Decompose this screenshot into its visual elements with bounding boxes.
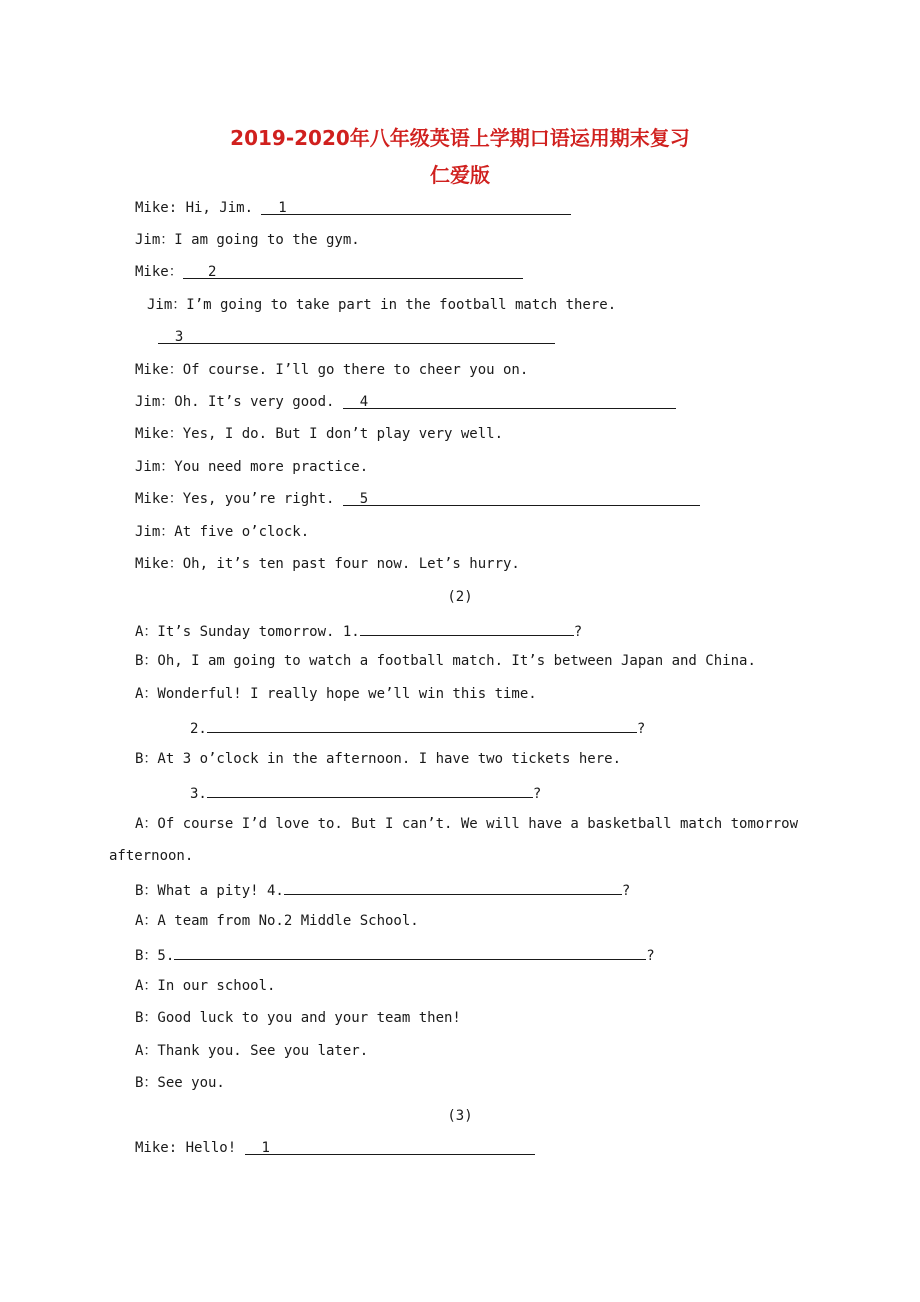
- dialogue-line: A：It’s Sunday tomorrow. 1. ?: [135, 619, 582, 642]
- dialogue-line: Mike：Of course. I’ll go there to cheer you on.: [135, 362, 529, 378]
- answer-blank: 4: [343, 392, 676, 409]
- dialogue-line: A：A team from No.2 Middle School.: [135, 913, 419, 929]
- dialogue-line: Jim：I’m going to take part in the football match there.: [147, 297, 617, 313]
- document-title-line2: 仁爱版: [430, 163, 490, 187]
- dialogue-line: A：In our school.: [135, 978, 276, 994]
- dialogue-line: B：What a pity! 4. ?: [135, 878, 630, 901]
- dialogue-line: A：Of course I’d love to. But I can’t. We will have a basketball match tomorrow: [135, 816, 799, 832]
- answer-blank: [207, 781, 533, 798]
- answer-blank: 1: [245, 1138, 535, 1155]
- dialogue-line: B：At 3 o’clock in the afternoon. I have two tickets here.: [135, 751, 622, 767]
- dialogue-line: B：5. ?: [135, 943, 655, 966]
- dialogue-line: A：Thank you. See you later.: [135, 1043, 369, 1059]
- dialogue-line: A：Wonderful! I really hope we’ll win this time.: [135, 686, 537, 702]
- dialogue-line: Mike：Yes, you’re right. 5: [135, 489, 700, 509]
- answer-blank: [360, 619, 574, 636]
- dialogue-line: B：See you.: [135, 1075, 225, 1091]
- dialogue-line: B：Good luck to you and your team then!: [135, 1010, 461, 1026]
- dialogue-line: Mike： 2: [135, 262, 523, 282]
- document-title-line1: 2019-2020年八年级英语上学期口语运用期末复习: [230, 126, 690, 150]
- dialogue-line: Jim：At five o’clock.: [135, 524, 310, 540]
- dialogue-line: Jim：You need more practice.: [135, 459, 369, 475]
- dialogue-line: Mike: Hello! 1: [135, 1138, 535, 1158]
- answer-blank: [284, 878, 622, 895]
- dialogue-line: Mike：Yes, I do. But I don’t play very well.: [135, 426, 504, 442]
- answer-blank: 3: [158, 327, 555, 344]
- section-heading: (2): [447, 589, 473, 605]
- answer-blank: 1: [261, 198, 571, 215]
- answer-blank: [207, 716, 637, 733]
- dialogue-line: Jim：Oh. It’s very good. 4: [135, 392, 676, 412]
- dialogue-line: 3. ?: [190, 781, 541, 804]
- section-heading: (3): [447, 1108, 473, 1124]
- dialogue-line: B：Oh, I am going to watch a football match. It’s between Japan and China.: [135, 653, 756, 669]
- answer-blank: [174, 943, 646, 960]
- answer-blank: 2: [183, 262, 523, 279]
- answer-blank: 5: [343, 489, 700, 506]
- dialogue-line: Mike：Oh, it’s ten past four now. Let’s hurry.: [135, 556, 520, 572]
- dialogue-line: Jim：I am going to the gym.: [135, 232, 360, 248]
- dialogue-line: afternoon.: [109, 848, 194, 864]
- dialogue-line: 2. ?: [190, 716, 645, 739]
- dialogue-line: [158, 327, 555, 347]
- dialogue-line: Mike: Hi, Jim. 1: [135, 198, 571, 218]
